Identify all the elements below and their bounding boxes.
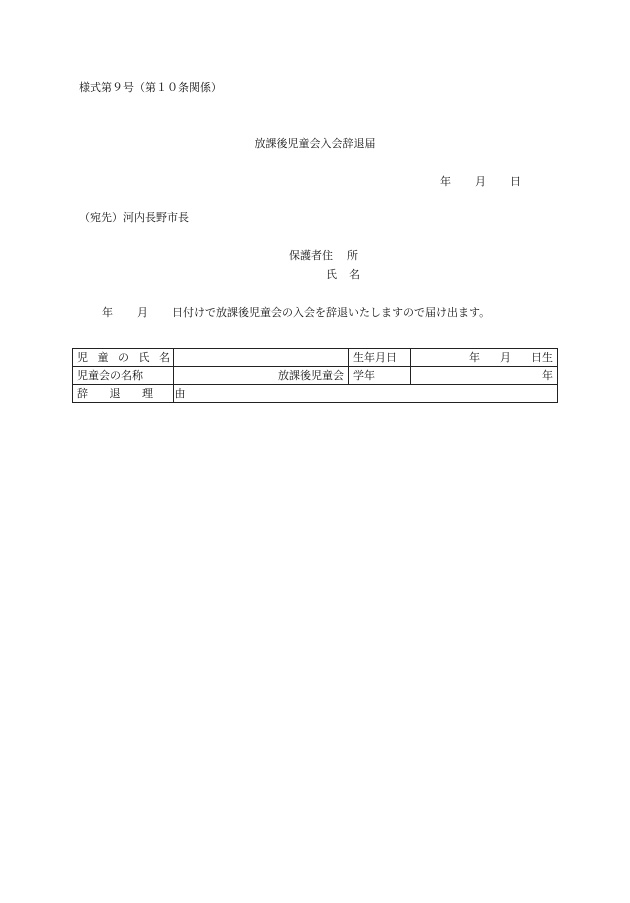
club-name-suffix: 放課後児童会 — [278, 369, 344, 382]
club-row — [73, 367, 558, 385]
birthdate-field[interactable] — [411, 349, 558, 367]
club-name-field[interactable] — [174, 367, 349, 385]
child-name-row — [73, 349, 558, 367]
date-day-label: 日 — [510, 175, 521, 188]
grade-suffix: 年 — [542, 369, 553, 382]
form-number: 様式第９号（第１０条関係） — [79, 81, 222, 94]
child-name-field[interactable] — [174, 349, 349, 367]
club-name-label: 児童会の名称 — [73, 367, 174, 385]
address-label-2: 所 — [347, 249, 358, 262]
addressee: （宛先）河内長野市長 — [79, 211, 189, 224]
guardian-label: 保護者 — [289, 249, 322, 262]
birthdate-day: 日生 — [531, 351, 553, 364]
reason-row — [73, 385, 558, 403]
statement-month: 月 — [137, 306, 148, 319]
application-table — [72, 348, 558, 403]
name-label-2: 名 — [349, 268, 360, 281]
address-label-1: 住 — [322, 249, 333, 262]
date-year-label: 年 — [440, 175, 451, 188]
grade-field[interactable] — [411, 367, 558, 385]
date-month-label: 月 — [475, 175, 486, 188]
submission-date — [440, 175, 521, 189]
reason-field[interactable] — [174, 385, 558, 403]
birthdate-year: 年 — [469, 351, 480, 364]
name-label-1: 氏 — [326, 268, 337, 281]
withdrawal-statement — [102, 306, 490, 320]
guardian-name-line — [326, 268, 360, 282]
reason-label: 辞 退 理 由 — [73, 385, 174, 403]
guardian-address-line — [289, 249, 358, 263]
birthdate-month: 月 — [500, 351, 511, 364]
grade-label: 学年 — [349, 367, 411, 385]
birthdate-label: 生年月日 — [349, 349, 411, 367]
child-name-label: 児 童 の 氏 名 — [73, 349, 174, 367]
document-title: 放課後児童会入会辞退届 — [254, 137, 376, 150]
statement-text: 日付けで放課後児童会の入会を辞退いたしますので届け出ます。 — [172, 306, 491, 319]
statement-year: 年 — [102, 306, 113, 319]
